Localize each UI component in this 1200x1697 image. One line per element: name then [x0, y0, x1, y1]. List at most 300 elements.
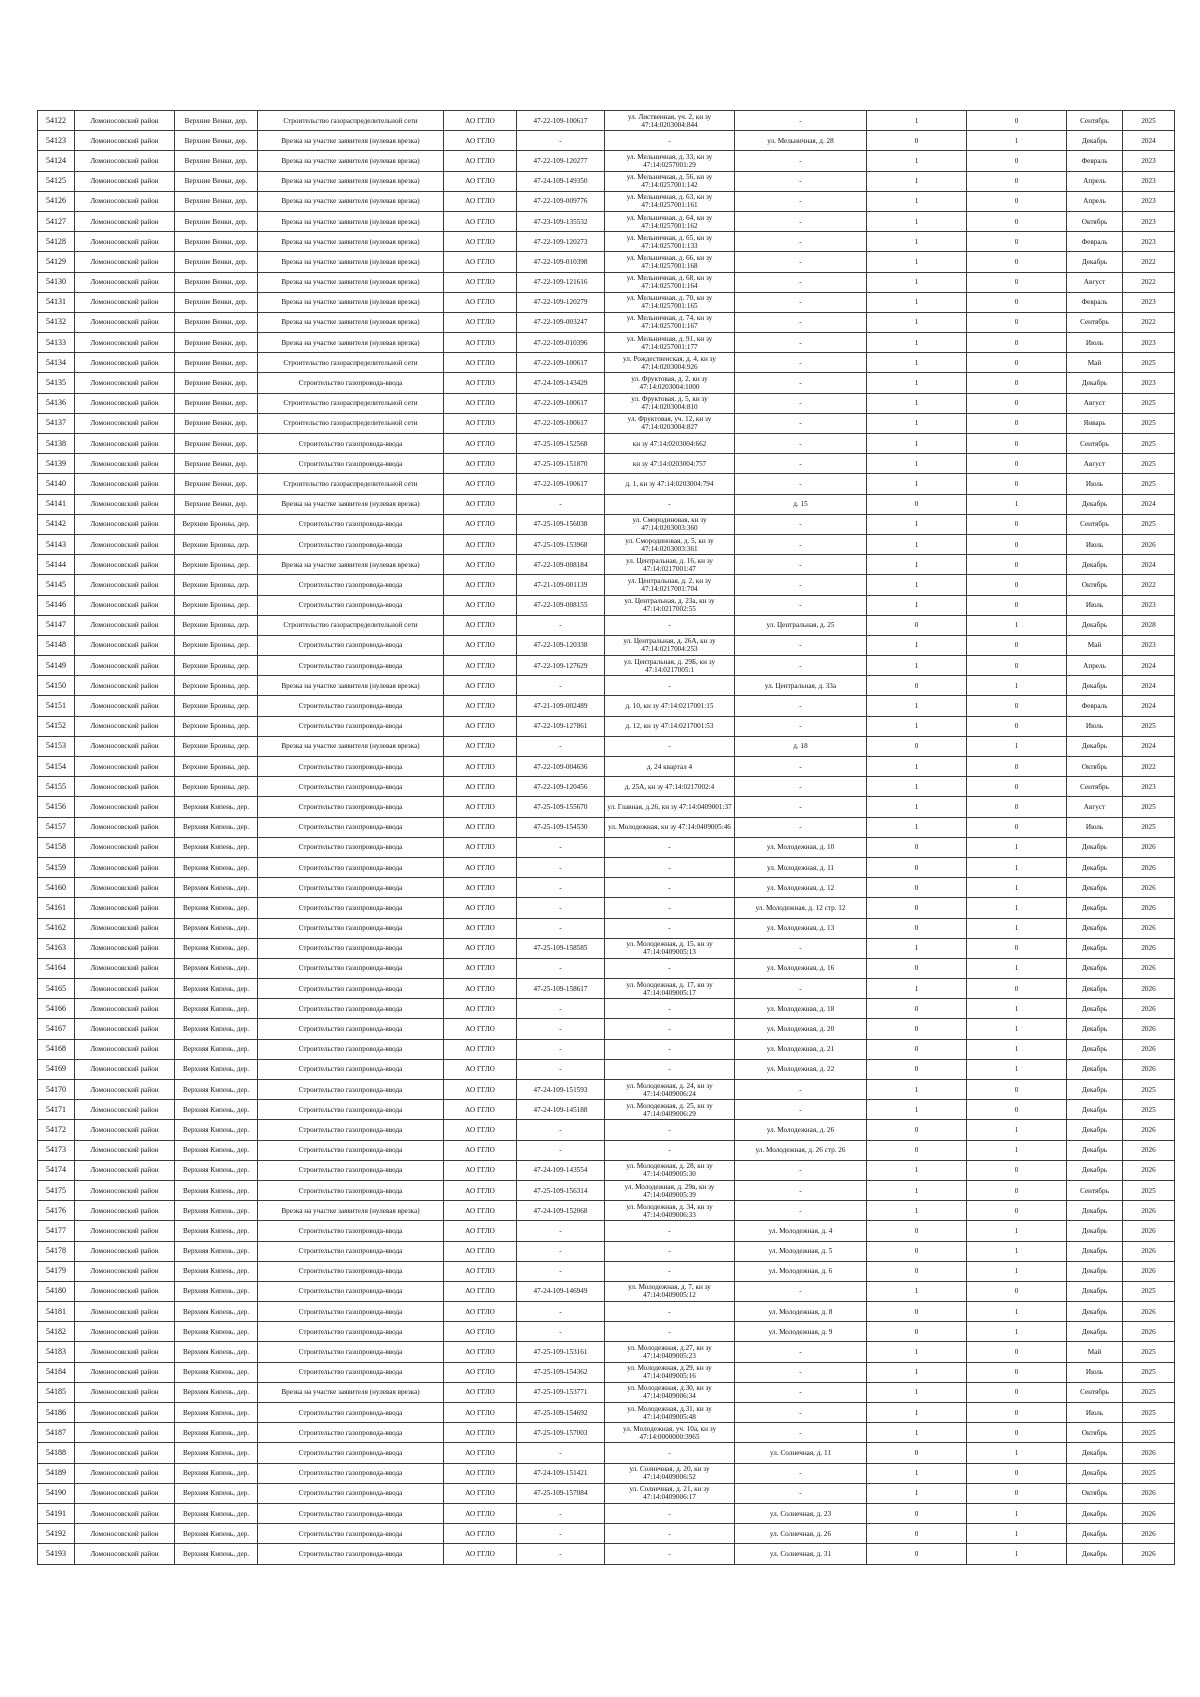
work-type-cell: Строительство газопровода-ввода [258, 1100, 444, 1120]
work-type-cell: Врезка на участке заявителя (нулевая врезка) [258, 333, 444, 353]
month-cell: Февраль [1067, 292, 1123, 312]
month-cell: Декабрь [1067, 918, 1123, 938]
table-row [38, 1362, 1175, 1382]
year-cell: 2026 [1123, 1201, 1175, 1221]
address-cell: - [735, 1080, 867, 1100]
year-cell: 2025 [1123, 111, 1175, 131]
month-cell: Декабрь [1067, 1019, 1123, 1039]
address-cell: ул. Солнечная, д. 11 [735, 1443, 867, 1463]
year-cell: 2026 [1123, 1302, 1175, 1322]
address-cell: - [735, 272, 867, 292]
organization-cell: АО ГГЛО [444, 1362, 517, 1382]
address-cell: - [735, 393, 867, 413]
organization-cell: АО ГГЛО [444, 514, 517, 534]
district-cell: Ломоносовский район [75, 1483, 175, 1503]
month-cell: Октябрь [1067, 575, 1123, 595]
month-cell: Апрель [1067, 171, 1123, 191]
count-a-cell: 1 [867, 555, 967, 575]
settlement-cell: Верхняя Кипень, дер. [175, 1463, 258, 1483]
year-cell: 2023 [1123, 151, 1175, 171]
cadastral-address-cell: ул. Мельничная, д. 70, кн зу 47:14:0257001:165 [605, 292, 735, 312]
address-cell: ул. Молодежная, д. 8 [735, 1302, 867, 1322]
organization-cell: АО ГГЛО [444, 575, 517, 595]
table-row [38, 1120, 1175, 1140]
count-a-cell: 1 [867, 292, 967, 312]
organization-cell: АО ГГЛО [444, 1423, 517, 1443]
year-cell: 2025 [1123, 797, 1175, 817]
application-number-cell: 47-22-109-009776 [517, 191, 605, 211]
organization-cell: АО ГГЛО [444, 736, 517, 756]
work-type-cell: Строительство газопровода-ввода [258, 857, 444, 877]
organization-cell: АО ГГЛО [444, 595, 517, 615]
address-cell: - [735, 979, 867, 999]
count-b-cell: 0 [967, 171, 1067, 191]
month-cell: Декабрь [1067, 999, 1123, 1019]
address-cell: ул. Молодежная, д. 9 [735, 1322, 867, 1342]
settlement-cell: Верхняя Кипень, дер. [175, 1019, 258, 1039]
application-number-cell: - [517, 878, 605, 898]
row-number-cell: 54135 [38, 373, 75, 393]
year-cell: 2026 [1123, 898, 1175, 918]
row-number-cell: 54122 [38, 111, 75, 131]
organization-cell: АО ГГЛО [444, 878, 517, 898]
application-number-cell: - [517, 1039, 605, 1059]
settlement-cell: Верхняя Кипень, дер. [175, 1503, 258, 1523]
month-cell: Декабрь [1067, 1524, 1123, 1544]
count-b-cell: 0 [967, 595, 1067, 615]
district-cell: Ломоносовский район [75, 393, 175, 413]
month-cell: Сентябрь [1067, 1180, 1123, 1200]
settlement-cell: Верхняя Кипень, дер. [175, 857, 258, 877]
count-a-cell: 1 [867, 757, 967, 777]
row-number-cell: 54165 [38, 979, 75, 999]
organization-cell: АО ГГЛО [444, 1281, 517, 1301]
year-cell: 2025 [1123, 817, 1175, 837]
month-cell: Декабрь [1067, 736, 1123, 756]
count-b-cell: 0 [967, 353, 1067, 373]
year-cell: 2022 [1123, 575, 1175, 595]
month-cell: Апрель [1067, 191, 1123, 211]
year-cell: 2026 [1123, 958, 1175, 978]
cadastral-address-cell: ул. Молодежная, д. 15, кн зу 47:14:0409005:13 [605, 938, 735, 958]
district-cell: Ломоносовский район [75, 676, 175, 696]
year-cell: 2025 [1123, 1180, 1175, 1200]
district-cell: Ломоносовский район [75, 151, 175, 171]
row-number-cell: 54183 [38, 1342, 75, 1362]
row-number-cell: 54124 [38, 151, 75, 171]
cadastral-address-cell: ул. Смородиновая, кн зу 47:14:0203003:360 [605, 514, 735, 534]
year-cell: 2025 [1123, 413, 1175, 433]
year-cell: 2025 [1123, 1362, 1175, 1382]
address-cell: - [735, 151, 867, 171]
organization-cell: АО ГГЛО [444, 1039, 517, 1059]
count-b-cell: 0 [967, 454, 1067, 474]
work-type-cell: Строительство газопровода-ввода [258, 1120, 444, 1140]
table-row [38, 817, 1175, 837]
year-cell: 2025 [1123, 1463, 1175, 1483]
work-type-cell: Строительство газопровода-ввода [258, 938, 444, 958]
count-a-cell: 1 [867, 474, 967, 494]
month-cell: Декабрь [1067, 1039, 1123, 1059]
cadastral-address-cell: - [605, 918, 735, 938]
address-cell: - [735, 1100, 867, 1120]
count-b-cell: 1 [967, 1019, 1067, 1039]
application-number-cell: - [517, 1322, 605, 1342]
month-cell: Апрель [1067, 656, 1123, 676]
count-b-cell: 0 [967, 272, 1067, 292]
application-number-cell: - [517, 1120, 605, 1140]
work-type-cell: Строительство газопровода-ввода [258, 1019, 444, 1039]
application-number-cell: 47-24-109-143429 [517, 373, 605, 393]
organization-cell: АО ГГЛО [444, 656, 517, 676]
address-cell: ул. Молодежная, д. 11 [735, 857, 867, 877]
row-number-cell: 54149 [38, 656, 75, 676]
work-type-cell: Строительство газопровода-ввода [258, 1140, 444, 1160]
settlement-cell: Верхние Броины, дер. [175, 716, 258, 736]
work-type-cell: Строительство газопровода-ввода [258, 1403, 444, 1423]
count-a-cell: 1 [867, 938, 967, 958]
cadastral-address-cell: ул. Центральная, д. 26А, кн зу 47:14:0217004:253 [605, 635, 735, 655]
application-number-cell: 47-22-109-008155 [517, 595, 605, 615]
count-b-cell: 0 [967, 1201, 1067, 1221]
count-b-cell: 1 [967, 1039, 1067, 1059]
year-cell: 2023 [1123, 292, 1175, 312]
address-cell: - [735, 1403, 867, 1423]
count-b-cell: 0 [967, 393, 1067, 413]
year-cell: 2023 [1123, 777, 1175, 797]
work-type-cell: Врезка на участке заявителя (нулевая врезка) [258, 272, 444, 292]
month-cell: Декабрь [1067, 1241, 1123, 1261]
row-number-cell: 54168 [38, 1039, 75, 1059]
cadastral-address-cell: ул. Молодежная, д.27, кн зу 47:14:0409005:23 [605, 1342, 735, 1362]
count-b-cell: 1 [967, 1544, 1067, 1564]
count-b-cell: 1 [967, 878, 1067, 898]
year-cell: 2026 [1123, 1019, 1175, 1039]
district-cell: Ломоносовский район [75, 1503, 175, 1523]
address-cell: - [735, 111, 867, 131]
address-cell: - [735, 757, 867, 777]
work-type-cell: Строительство газопровода-ввода [258, 837, 444, 857]
count-a-cell: 0 [867, 131, 967, 151]
application-number-cell: 47-25-109-158585 [517, 938, 605, 958]
row-number-cell: 54154 [38, 757, 75, 777]
count-b-cell: 1 [967, 1503, 1067, 1523]
work-type-cell: Строительство газораспределительной сети [258, 353, 444, 373]
count-b-cell: 0 [967, 696, 1067, 716]
row-number-cell: 54125 [38, 171, 75, 191]
year-cell: 2026 [1123, 1483, 1175, 1503]
row-number-cell: 54182 [38, 1322, 75, 1342]
month-cell: Август [1067, 393, 1123, 413]
cadastral-address-cell: - [605, 1140, 735, 1160]
cadastral-address-cell: ул. Лиственная, уч. 2, кн зу 47:14:0203004:844 [605, 111, 735, 131]
table-row [38, 1322, 1175, 1342]
count-a-cell: 0 [867, 676, 967, 696]
application-number-cell: 47-22-109-127861 [517, 716, 605, 736]
work-type-cell: Строительство газопровода-ввода [258, 1241, 444, 1261]
work-type-cell: Строительство газопровода-ввода [258, 1261, 444, 1281]
address-cell: - [735, 575, 867, 595]
district-cell: Ломоносовский район [75, 1342, 175, 1362]
application-number-cell: 47-22-109-100617 [517, 393, 605, 413]
month-cell: Декабрь [1067, 1120, 1123, 1140]
organization-cell: АО ГГЛО [444, 353, 517, 373]
organization-cell: АО ГГЛО [444, 1382, 517, 1402]
organization-cell: АО ГГЛО [444, 938, 517, 958]
count-b-cell: 1 [967, 1524, 1067, 1544]
district-cell: Ломоносовский район [75, 292, 175, 312]
month-cell: Декабрь [1067, 1544, 1123, 1564]
district-cell: Ломоносовский район [75, 837, 175, 857]
address-cell: ул. Молодежная, д. 6 [735, 1261, 867, 1281]
cadastral-address-cell: ул. Центральная, д. 23а, кн зу 47:14:0217002:55 [605, 595, 735, 615]
year-cell: 2023 [1123, 333, 1175, 353]
organization-cell: АО ГГЛО [444, 999, 517, 1019]
address-cell: - [735, 434, 867, 454]
organization-cell: АО ГГЛО [444, 837, 517, 857]
count-b-cell: 0 [967, 555, 1067, 575]
row-number-cell: 54171 [38, 1100, 75, 1120]
year-cell: 2024 [1123, 696, 1175, 716]
count-b-cell: 0 [967, 979, 1067, 999]
district-cell: Ломоносовский район [75, 1382, 175, 1402]
count-a-cell: 1 [867, 373, 967, 393]
settlement-cell: Верхняя Кипень, дер. [175, 1100, 258, 1120]
application-number-cell: - [517, 857, 605, 877]
settlement-cell: Верхние Венки, дер. [175, 474, 258, 494]
row-number-cell: 54142 [38, 514, 75, 534]
settlement-cell: Верхняя Кипень, дер. [175, 1140, 258, 1160]
district-cell: Ломоносовский район [75, 918, 175, 938]
table-row [38, 757, 1175, 777]
table-row [38, 1221, 1175, 1241]
row-number-cell: 54193 [38, 1544, 75, 1564]
organization-cell: АО ГГЛО [444, 696, 517, 716]
month-cell: Февраль [1067, 696, 1123, 716]
row-number-cell: 54151 [38, 696, 75, 716]
year-cell: 2025 [1123, 514, 1175, 534]
work-type-cell: Строительство газопровода-ввода [258, 1322, 444, 1342]
month-cell: Декабрь [1067, 1443, 1123, 1463]
work-type-cell: Строительство газопровода-ввода [258, 898, 444, 918]
cadastral-address-cell: ул. Мельничная, д. 56, кн зу 47:14:0257001:142 [605, 171, 735, 191]
address-cell: ул. Молодежная, д. 4 [735, 1221, 867, 1241]
row-number-cell: 54190 [38, 1483, 75, 1503]
district-cell: Ломоносовский район [75, 514, 175, 534]
row-number-cell: 54192 [38, 1524, 75, 1544]
application-number-cell: 47-25-109-156038 [517, 514, 605, 534]
year-cell: 2026 [1123, 979, 1175, 999]
month-cell: Февраль [1067, 232, 1123, 252]
count-a-cell: 1 [867, 979, 967, 999]
count-b-cell: 0 [967, 938, 1067, 958]
row-number-cell: 54172 [38, 1120, 75, 1140]
count-a-cell: 1 [867, 534, 967, 554]
count-b-cell: 1 [967, 1140, 1067, 1160]
work-type-cell: Строительство газопровода-ввода [258, 1080, 444, 1100]
count-b-cell: 0 [967, 333, 1067, 353]
count-b-cell: 0 [967, 1180, 1067, 1200]
count-b-cell: 0 [967, 1463, 1067, 1483]
table-row [38, 211, 1175, 231]
cadastral-address-cell: ул. Молодежная, кн зу 47:14:0409005:46 [605, 817, 735, 837]
district-cell: Ломоносовский район [75, 1059, 175, 1079]
settlement-cell: Верхняя Кипень, дер. [175, 1302, 258, 1322]
organization-cell: АО ГГЛО [444, 757, 517, 777]
organization-cell: АО ГГЛО [444, 1261, 517, 1281]
application-number-cell: - [517, 1524, 605, 1544]
table-row [38, 777, 1175, 797]
district-cell: Ломоносовский район [75, 333, 175, 353]
table-row [38, 434, 1175, 454]
month-cell: Декабрь [1067, 1221, 1123, 1241]
district-cell: Ломоносовский район [75, 635, 175, 655]
district-cell: Ломоносовский район [75, 1322, 175, 1342]
row-number-cell: 54150 [38, 676, 75, 696]
work-type-cell: Строительство газопровода-ввода [258, 434, 444, 454]
district-cell: Ломоносовский район [75, 1140, 175, 1160]
settlement-cell: Верхняя Кипень, дер. [175, 1483, 258, 1503]
organization-cell: АО ГГЛО [444, 898, 517, 918]
count-b-cell: 0 [967, 232, 1067, 252]
count-a-cell: 1 [867, 232, 967, 252]
row-number-cell: 54163 [38, 938, 75, 958]
organization-cell: АО ГГЛО [444, 1463, 517, 1483]
district-cell: Ломоносовский район [75, 353, 175, 373]
year-cell: 2026 [1123, 1443, 1175, 1463]
application-number-cell: - [517, 999, 605, 1019]
address-cell: ул. Центральная, д. 25 [735, 615, 867, 635]
cadastral-address-cell: - [605, 999, 735, 1019]
table-row [38, 474, 1175, 494]
row-number-cell: 54153 [38, 736, 75, 756]
count-a-cell: 0 [867, 1302, 967, 1322]
month-cell: Декабрь [1067, 878, 1123, 898]
month-cell: Декабрь [1067, 1281, 1123, 1301]
year-cell: 2024 [1123, 494, 1175, 514]
cadastral-address-cell: - [605, 878, 735, 898]
count-a-cell: 1 [867, 1403, 967, 1423]
settlement-cell: Верхние Броины, дер. [175, 777, 258, 797]
district-cell: Ломоносовский район [75, 979, 175, 999]
row-number-cell: 54164 [38, 958, 75, 978]
cadastral-address-cell: ул. Мельничная, д. 33, кн зу 47:14:0257001:29 [605, 151, 735, 171]
table-row [38, 1261, 1175, 1281]
address-cell: - [735, 777, 867, 797]
month-cell: Сентябрь [1067, 514, 1123, 534]
table-row [38, 1059, 1175, 1079]
month-cell: Октябрь [1067, 211, 1123, 231]
organization-cell: АО ГГЛО [444, 918, 517, 938]
row-number-cell: 54134 [38, 353, 75, 373]
table-row [38, 595, 1175, 615]
table-row [38, 615, 1175, 635]
count-a-cell: 1 [867, 1180, 967, 1200]
table-row [38, 1080, 1175, 1100]
year-cell: 2026 [1123, 1241, 1175, 1261]
month-cell: Июль [1067, 595, 1123, 615]
address-cell: - [735, 454, 867, 474]
month-cell: Декабрь [1067, 1059, 1123, 1079]
month-cell: Декабрь [1067, 676, 1123, 696]
organization-cell: АО ГГЛО [444, 232, 517, 252]
count-a-cell: 1 [867, 1362, 967, 1382]
work-type-cell: Строительство газопровода-ввода [258, 1544, 444, 1564]
address-cell: - [735, 656, 867, 676]
district-cell: Ломоносовский район [75, 191, 175, 211]
year-cell: 2025 [1123, 454, 1175, 474]
table-row [38, 575, 1175, 595]
count-a-cell: 0 [867, 1443, 967, 1463]
year-cell: 2026 [1123, 837, 1175, 857]
count-a-cell: 1 [867, 696, 967, 716]
table-row [38, 1019, 1175, 1039]
year-cell: 2022 [1123, 312, 1175, 332]
cadastral-address-cell: - [605, 837, 735, 857]
count-b-cell: 0 [967, 1382, 1067, 1402]
cadastral-address-cell: - [605, 857, 735, 877]
table-row [38, 312, 1175, 332]
count-a-cell: 0 [867, 918, 967, 938]
district-cell: Ломоносовский район [75, 1201, 175, 1221]
work-type-cell: Строительство газопровода-ввода [258, 514, 444, 534]
district-cell: Ломоносовский район [75, 1221, 175, 1241]
application-number-cell: 47-22-109-127629 [517, 656, 605, 676]
address-cell: - [735, 1180, 867, 1200]
row-number-cell: 54126 [38, 191, 75, 211]
row-number-cell: 54146 [38, 595, 75, 615]
address-cell: - [735, 1382, 867, 1402]
settlement-cell: Верхняя Кипень, дер. [175, 878, 258, 898]
district-cell: Ломоносовский район [75, 1544, 175, 1564]
work-type-cell: Строительство газопровода-ввода [258, 1059, 444, 1079]
organization-cell: АО ГГЛО [444, 272, 517, 292]
cadastral-address-cell: - [605, 1443, 735, 1463]
district-cell: Ломоносовский район [75, 575, 175, 595]
row-number-cell: 54169 [38, 1059, 75, 1079]
address-cell: д. 15 [735, 494, 867, 514]
settlement-cell: Верхние Броины, дер. [175, 595, 258, 615]
work-type-cell: Строительство газопровода-ввода [258, 454, 444, 474]
cadastral-address-cell: ул. Солнечная, д. 20, кн зу 47:14:0409006:52 [605, 1463, 735, 1483]
district-cell: Ломоносовский район [75, 1019, 175, 1039]
count-b-cell: 0 [967, 1281, 1067, 1301]
address-cell: - [735, 312, 867, 332]
cadastral-address-cell: ул. Мельничная, д. 91, кн зу 47:14:0257001:177 [605, 333, 735, 353]
settlement-cell: Верхние Венки, дер. [175, 353, 258, 373]
settlement-cell: Верхняя Кипень, дер. [175, 1221, 258, 1241]
table-row [38, 857, 1175, 877]
organization-cell: АО ГГЛО [444, 979, 517, 999]
count-b-cell: 0 [967, 151, 1067, 171]
settlement-cell: Верхние Венки, дер. [175, 312, 258, 332]
count-a-cell: 1 [867, 171, 967, 191]
organization-cell: АО ГГЛО [444, 393, 517, 413]
address-cell: - [735, 595, 867, 615]
work-type-cell: Строительство газопровода-ввода [258, 534, 444, 554]
count-a-cell: 1 [867, 1483, 967, 1503]
cadastral-address-cell: - [605, 1322, 735, 1342]
count-a-cell: 1 [867, 1382, 967, 1402]
row-number-cell: 54176 [38, 1201, 75, 1221]
row-number-cell: 54177 [38, 1221, 75, 1241]
table-row [38, 333, 1175, 353]
count-a-cell: 0 [867, 999, 967, 1019]
table-row [38, 252, 1175, 272]
address-cell: - [735, 413, 867, 433]
settlement-cell: Верхняя Кипень, дер. [175, 1059, 258, 1079]
row-number-cell: 54173 [38, 1140, 75, 1160]
